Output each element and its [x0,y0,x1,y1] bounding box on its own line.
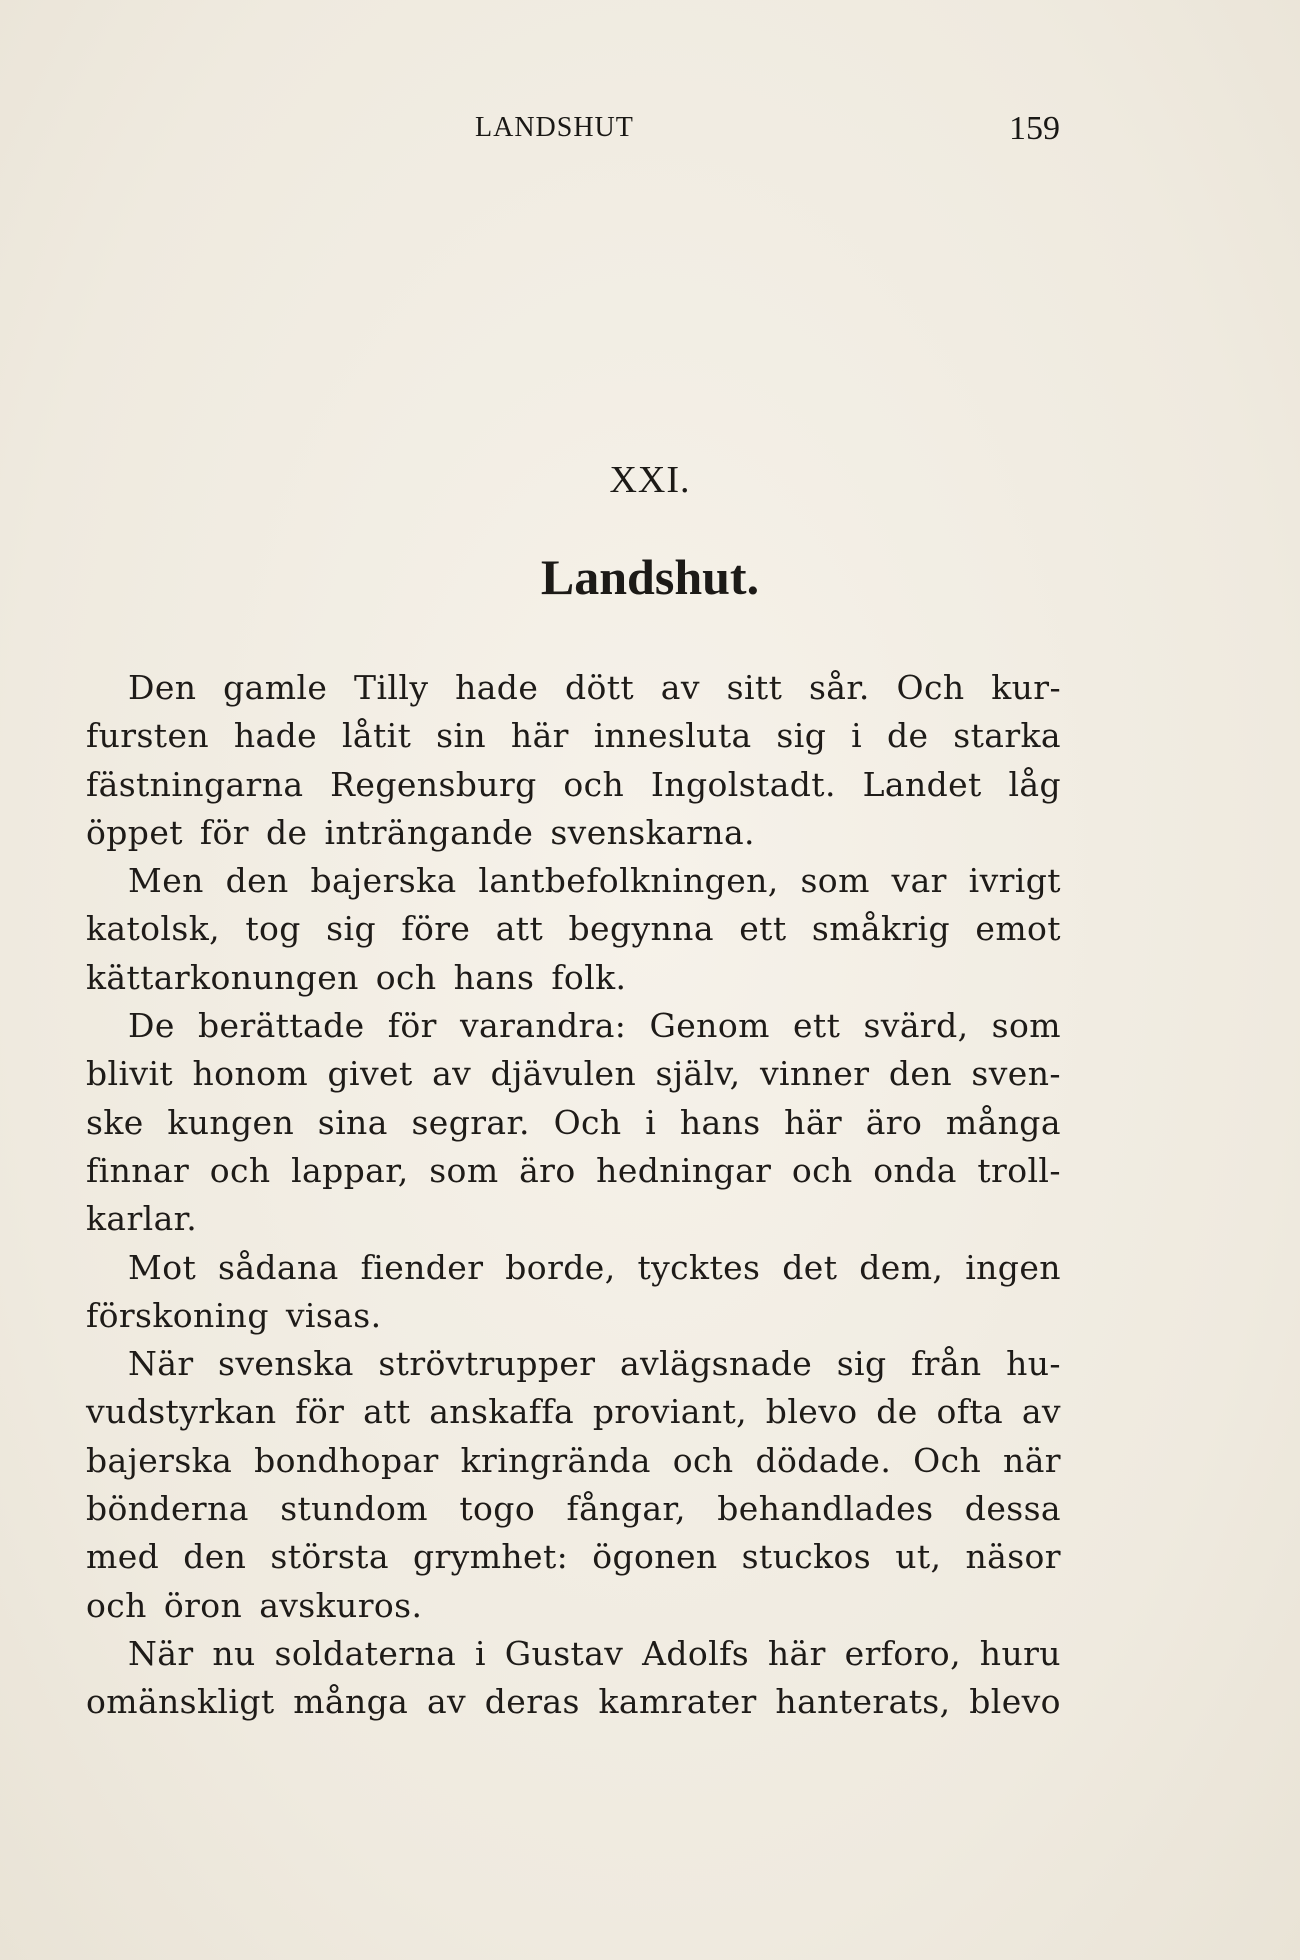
page-number: 159 [1009,110,1060,147]
text-line: vudstyrkan för att anskaffa proviant, blevo de ofta av [86,1392,1061,1432]
text-line: Den gamle Tilly hade dött av sitt sår. Och kur- [128,668,1061,707]
text-line: fursten hade låtit sin här innesluta sig i de starka [86,716,1061,756]
text-line: Mot sådana fiender borde, tycktes det dem, ingen [128,1247,1061,1287]
text-line: blivit honom givet av djävulen själv, vinner den sven- [86,1054,1061,1094]
text-line: När svenska strövtrupper avlägsnade sig från hu- [128,1344,1061,1384]
text-line: karlar. [86,1199,198,1239]
text-line: fästningarna Regensburg och Ingolstadt. Landet låg [86,764,1061,804]
text-line: och öron avskuros. [86,1585,423,1625]
body-text [86,668,1061,1731]
text-line: ske kungen sina segrar. Och i hans här äro många [86,1102,1061,1142]
chapter-title: Landshut. [540,549,760,605]
text-line: bönderna stundom togo fångar, behandlades dessa [86,1489,1061,1529]
text-line: När nu soldaterna i Gustav Adolfs här erforo, huru [128,1633,1061,1673]
text-line: med den största grymhet: ögonen stuckos ut, näsor [86,1537,1061,1577]
text-line: bajerska bondhopar kringrända och dödade. Och när [86,1440,1061,1480]
running-head: LANDSHUT [475,112,634,143]
chapter-number: XXI. [609,459,691,501]
text-line: omänskligt många av deras kamrater hanterats, blevo [86,1682,1061,1722]
text-line: katolsk, tog sig före att begynna ett småkrig emot [86,909,1061,949]
text-line: finnar och lappar, som äro hedningar och onda troll- [86,1150,1061,1190]
text-line: Men den bajerska lantbefolkningen, som var ivrigt [128,861,1061,901]
text-line: öppet för de inträngande svenskarna. [86,812,755,852]
text-line: De berättade för varandra: Genom ett svärd, som [128,1006,1061,1046]
text-line: förskoning visas. [86,1295,382,1335]
text-line: kättarkonungen och hans folk. [86,957,627,997]
